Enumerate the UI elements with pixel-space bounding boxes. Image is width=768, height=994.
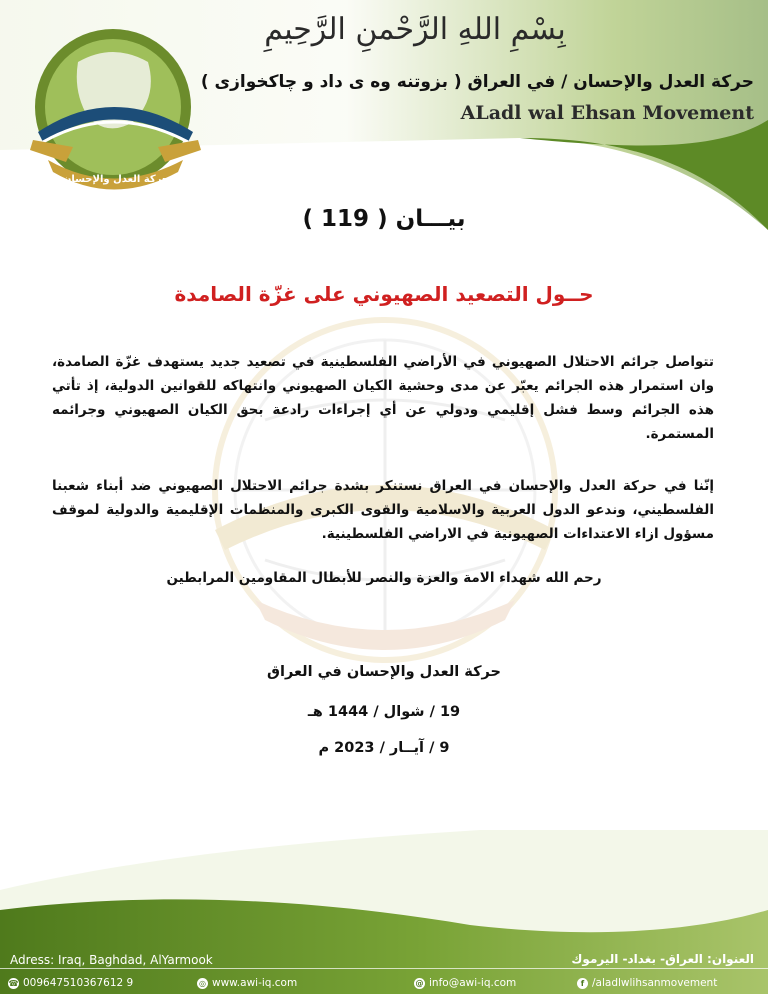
basmala-calligraphy: بِسْمِ اللهِ الرَّحْمنِ الرَّحِيمِ <box>264 12 566 47</box>
contact-facebook[interactable] <box>577 975 717 991</box>
contact-website[interactable] <box>197 975 297 991</box>
contact-email[interactable] <box>414 975 516 991</box>
org-name-english: ALadl wal Ehsan Movement <box>460 102 754 124</box>
statement-paragraph-1: تتواصل جرائم الاحتلال الصهيوني في الأراضي الفلسطينية في تصعيد جديد يستهدف غزّة الصامدة، وان استمرار هذه الجرائم يعبّر عن مدى وحشية الكيان الصهيوني وانتهاكه للقوانين الدولية، إذ تأتي هذه الجرائم وسط فشل إقليمي ودولي عن أي إجراءات رادعة بحق الكيان الصهيوني وجرائمه المستمرة. <box>52 354 714 442</box>
date-gregorian: 9 / آيــار / 2023 م <box>318 740 450 756</box>
signature-organization: حركة العدل والإحسان في العراق <box>267 664 501 680</box>
address-arabic: العنوان: العراق- بغداد- اليرموك <box>571 952 754 966</box>
contact-phone <box>8 975 133 991</box>
website-link[interactable]: www.awi-iq.com <box>212 977 298 989</box>
date-hijri: 19 / شوال / 1444 هـ <box>307 704 461 720</box>
movement-logo <box>18 22 218 192</box>
statement-paragraph-2: إنّنا في حركة العدل والإحسان في العراق نستنكر بشدة جرائم الاحتلال الصهيوني ضد أبناء شعبنا الفلسطيني، وندعو الدول العربية والاسلامية والقوى الكبرى والمنظمات الإقليمية والدولية لموقف مسؤول ازاء الاعتداءات الصهيونية في الاراضي الفلسطينية. <box>52 478 714 542</box>
closing-prayer: رحم الله شهداء الامة والعزة والنصر للأبطال المقاومين المرابطين <box>166 570 602 586</box>
email-icon: @ <box>415 978 424 988</box>
email-link[interactable]: info@awi-iq.com <box>429 977 517 989</box>
statement-title: بيـــان ( 119 ) <box>302 206 466 232</box>
footer-divider <box>0 968 768 969</box>
statement-subtitle: حــول التصعيد الصهيوني على غزّة الصامدة <box>174 282 594 306</box>
address-english: Adress: Iraq, Baghdad, AlYarmook <box>10 953 213 967</box>
facebook-link[interactable]: /aladlwlihsanmovement <box>592 977 718 989</box>
globe-icon: ◎ <box>197 978 208 989</box>
org-name-arabic: حركة العدل والإحسان / في العراق ( بزوتنه وه ى داد و چاكخوازى ) <box>200 72 754 92</box>
facebook-icon: f <box>577 978 588 989</box>
footer-background <box>0 830 768 994</box>
logo-text: حركة العدل والإحسان <box>62 174 170 185</box>
phone-number: 009647510367612 9 <box>23 977 134 989</box>
phone-icon: ☎ <box>8 978 19 988</box>
